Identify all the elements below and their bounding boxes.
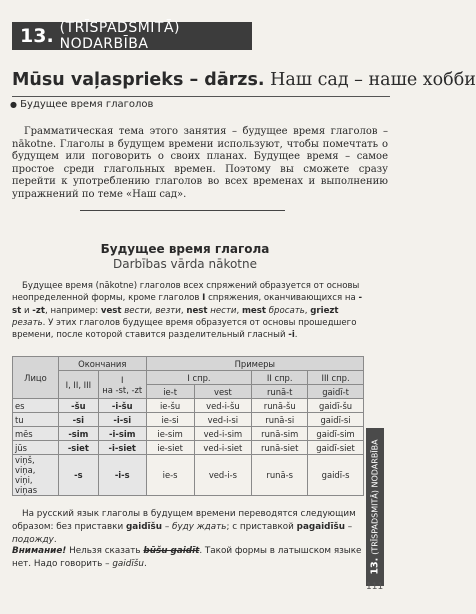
text-run: ; с приставкой [226,521,297,532]
text-run: , например: [44,305,101,316]
ending-cell: -siet [58,441,98,455]
example-cell: ved-i-siet [194,441,252,455]
example-cell: ie-sim [146,427,194,441]
text-run: -st [12,293,363,316]
example-cell: runā-siet [252,441,308,455]
text-run: На русский язык глаголы в будущем времени переводятся следующим образом: без приставки [12,509,356,532]
example-cell: ie-s [146,455,194,496]
text-run: I [202,293,206,304]
section-title: Будущее время глагола [100,242,270,256]
example-cell: runā-si [252,413,308,427]
example-cell: ved-i-s [194,455,252,496]
text-run: – [344,521,353,532]
title-divider [12,96,390,97]
example-cell: ie-šu [146,399,194,413]
example-cell: gaidī-sim [308,427,364,441]
example-translation: резать [12,317,43,328]
text-run: – [162,521,173,532]
header-example-iet: ie-t [146,385,194,399]
example-verb: vest [100,305,122,316]
table-row [13,413,364,427]
text-run: . [294,330,298,341]
example-verb: griezt [310,305,339,316]
lesson-header [12,22,252,50]
ending-cell: -i-šu [98,399,146,413]
person-cell: viņš, viņa, viņi, viņas [13,455,59,496]
example-cell: gaidī-šu [308,399,364,413]
ending-cell: -i-siet [98,441,146,455]
table-row [13,399,364,413]
latvian-word: gaidīšu [125,521,163,532]
ending-cell: -si [58,413,98,427]
text-run: . [53,534,57,545]
header-example-gaidit: gaidī-t [308,385,364,399]
example-translation: вести, везти [121,305,181,316]
page-title-russian: Наш сад – наше хобби [264,70,476,90]
example-cell: gaidī-si [308,413,364,427]
translation-note [12,508,364,546]
header-example-vest: vest [194,385,252,399]
header-text: на -st, -zt [102,384,143,395]
lesson-side-tab [366,428,384,586]
example-cell: ved-i-sim [194,427,252,441]
text-run: -i [288,330,295,341]
ending-cell: -s [58,455,98,496]
lesson-title: (TRĪSPADSMITĀ) NODARBĪBA [59,20,181,52]
ending-cell: -i-sim [98,427,146,441]
example-cell: runā-s [252,455,308,496]
header-endings: Окончания [58,357,146,371]
table-row [13,455,364,496]
header-conj-3: III спр. [308,371,364,385]
header-endings-all: I, II, III [58,371,98,399]
example-verb: mest [241,305,266,316]
text-run: Будущее время (nākotne) глаголов всех спряжений образуется от основы неопределенной формы, кроме глаголов [12,281,360,304]
person-cell: tu [13,413,59,427]
correct-form: gaidīšu [112,558,144,569]
side-tab-number: 13. [369,557,381,575]
lesson-number: 13. [20,25,54,47]
ending-cell: -i-si [98,413,146,427]
example-cell: gaidī-siet [308,441,364,455]
person-cell: jūs [13,441,59,455]
bullet-icon: ● [10,100,17,109]
table-row [13,427,364,441]
text-run: и [21,305,33,316]
side-tab-title: (TRĪSPADSMITĀ) NODARBĪBA [370,439,380,555]
text-run: спряжения, оканчивающихся на [205,293,359,304]
grammar-paragraph: Будущее время (nākotne) глаголов всех спряжений образуется от основы неопределенной формы, кроме глаголов I спряжения, оканчивающихся на -st и -zt, например: vest вести, везти, nest нести, mest бросать, griezt резать. У этих глаголов будущее время образуется от основы прошедшего времени, после которой ставится разделительный гласный -i. [12,281,363,341]
header-conj-1: I спр. [146,371,252,385]
table-row [13,441,364,455]
warning-note [12,545,364,571]
example-verb: nest [186,305,208,316]
header-person: Лицо [13,357,59,399]
text-run: . [143,558,147,569]
header-endings-st-zt [98,371,146,399]
incorrect-form: būšu gaidīt [143,546,200,556]
text-run: -zt [32,305,45,316]
example-cell: runā-šu [252,399,308,413]
section-divider [80,210,285,211]
intro-paragraph: Грамматическая тема этого занятия – будущее время глаголов – nākotne. Глаголы в будущем времени используют, чтобы помечтать о будущем или поговорить о своих планах. Будущее время – самое простое среди глагольных времен. Поэтому вы сможете сразу перейти к употреблению глаголов во всех временах и выполнению упражнений по теме «Наш сад». [12,126,388,200]
example-cell: ie-si [146,413,194,427]
example-translation: нести [207,305,237,316]
example-cell: gaidī-s [308,455,364,496]
topic-subheading-text: Будущее время глаголов [20,99,154,110]
conjugation-table [12,356,364,496]
topic-subheading [10,99,153,110]
example-cell: ved-i-šu [194,399,252,413]
example-cell: runā-sim [252,427,308,441]
person-cell: es [13,399,59,413]
example-cell: ie-siet [146,441,194,455]
page-number: 111 [366,582,384,592]
russian-translation: буду ждать [172,521,227,532]
header-text: I [120,374,124,385]
section-subtitle: Darbības vārda nākotne [113,257,257,271]
warning-label: Внимание! [12,546,67,556]
header-conj-2: II спр. [252,371,308,385]
side-tab-label [370,439,381,574]
header-example-runat: runā-t [252,385,308,399]
text-run: . У этих глаголов будущее время образуется от основы прошедшего времени, после которой ставится разделительный гласный [12,317,357,341]
latvian-word: pagaidīšu [296,521,345,532]
text-run: Нельзя сказать [66,546,144,556]
ending-cell: -šu [58,399,98,413]
ending-cell: -i-s [98,455,146,496]
ending-cell: -sim [58,427,98,441]
page-title-latvian: Mūsu vaļasprieks – dārzs. [12,70,265,90]
text-run: . Такой формы в латышском языке нет. Надо говорить – [12,546,362,569]
example-translation: бросать [265,305,305,316]
person-cell: mēs [13,427,59,441]
russian-translation: подожду [12,534,54,545]
example-cell: ved-i-si [194,413,252,427]
header-examples: Примеры [146,357,363,371]
page-title [12,70,476,90]
